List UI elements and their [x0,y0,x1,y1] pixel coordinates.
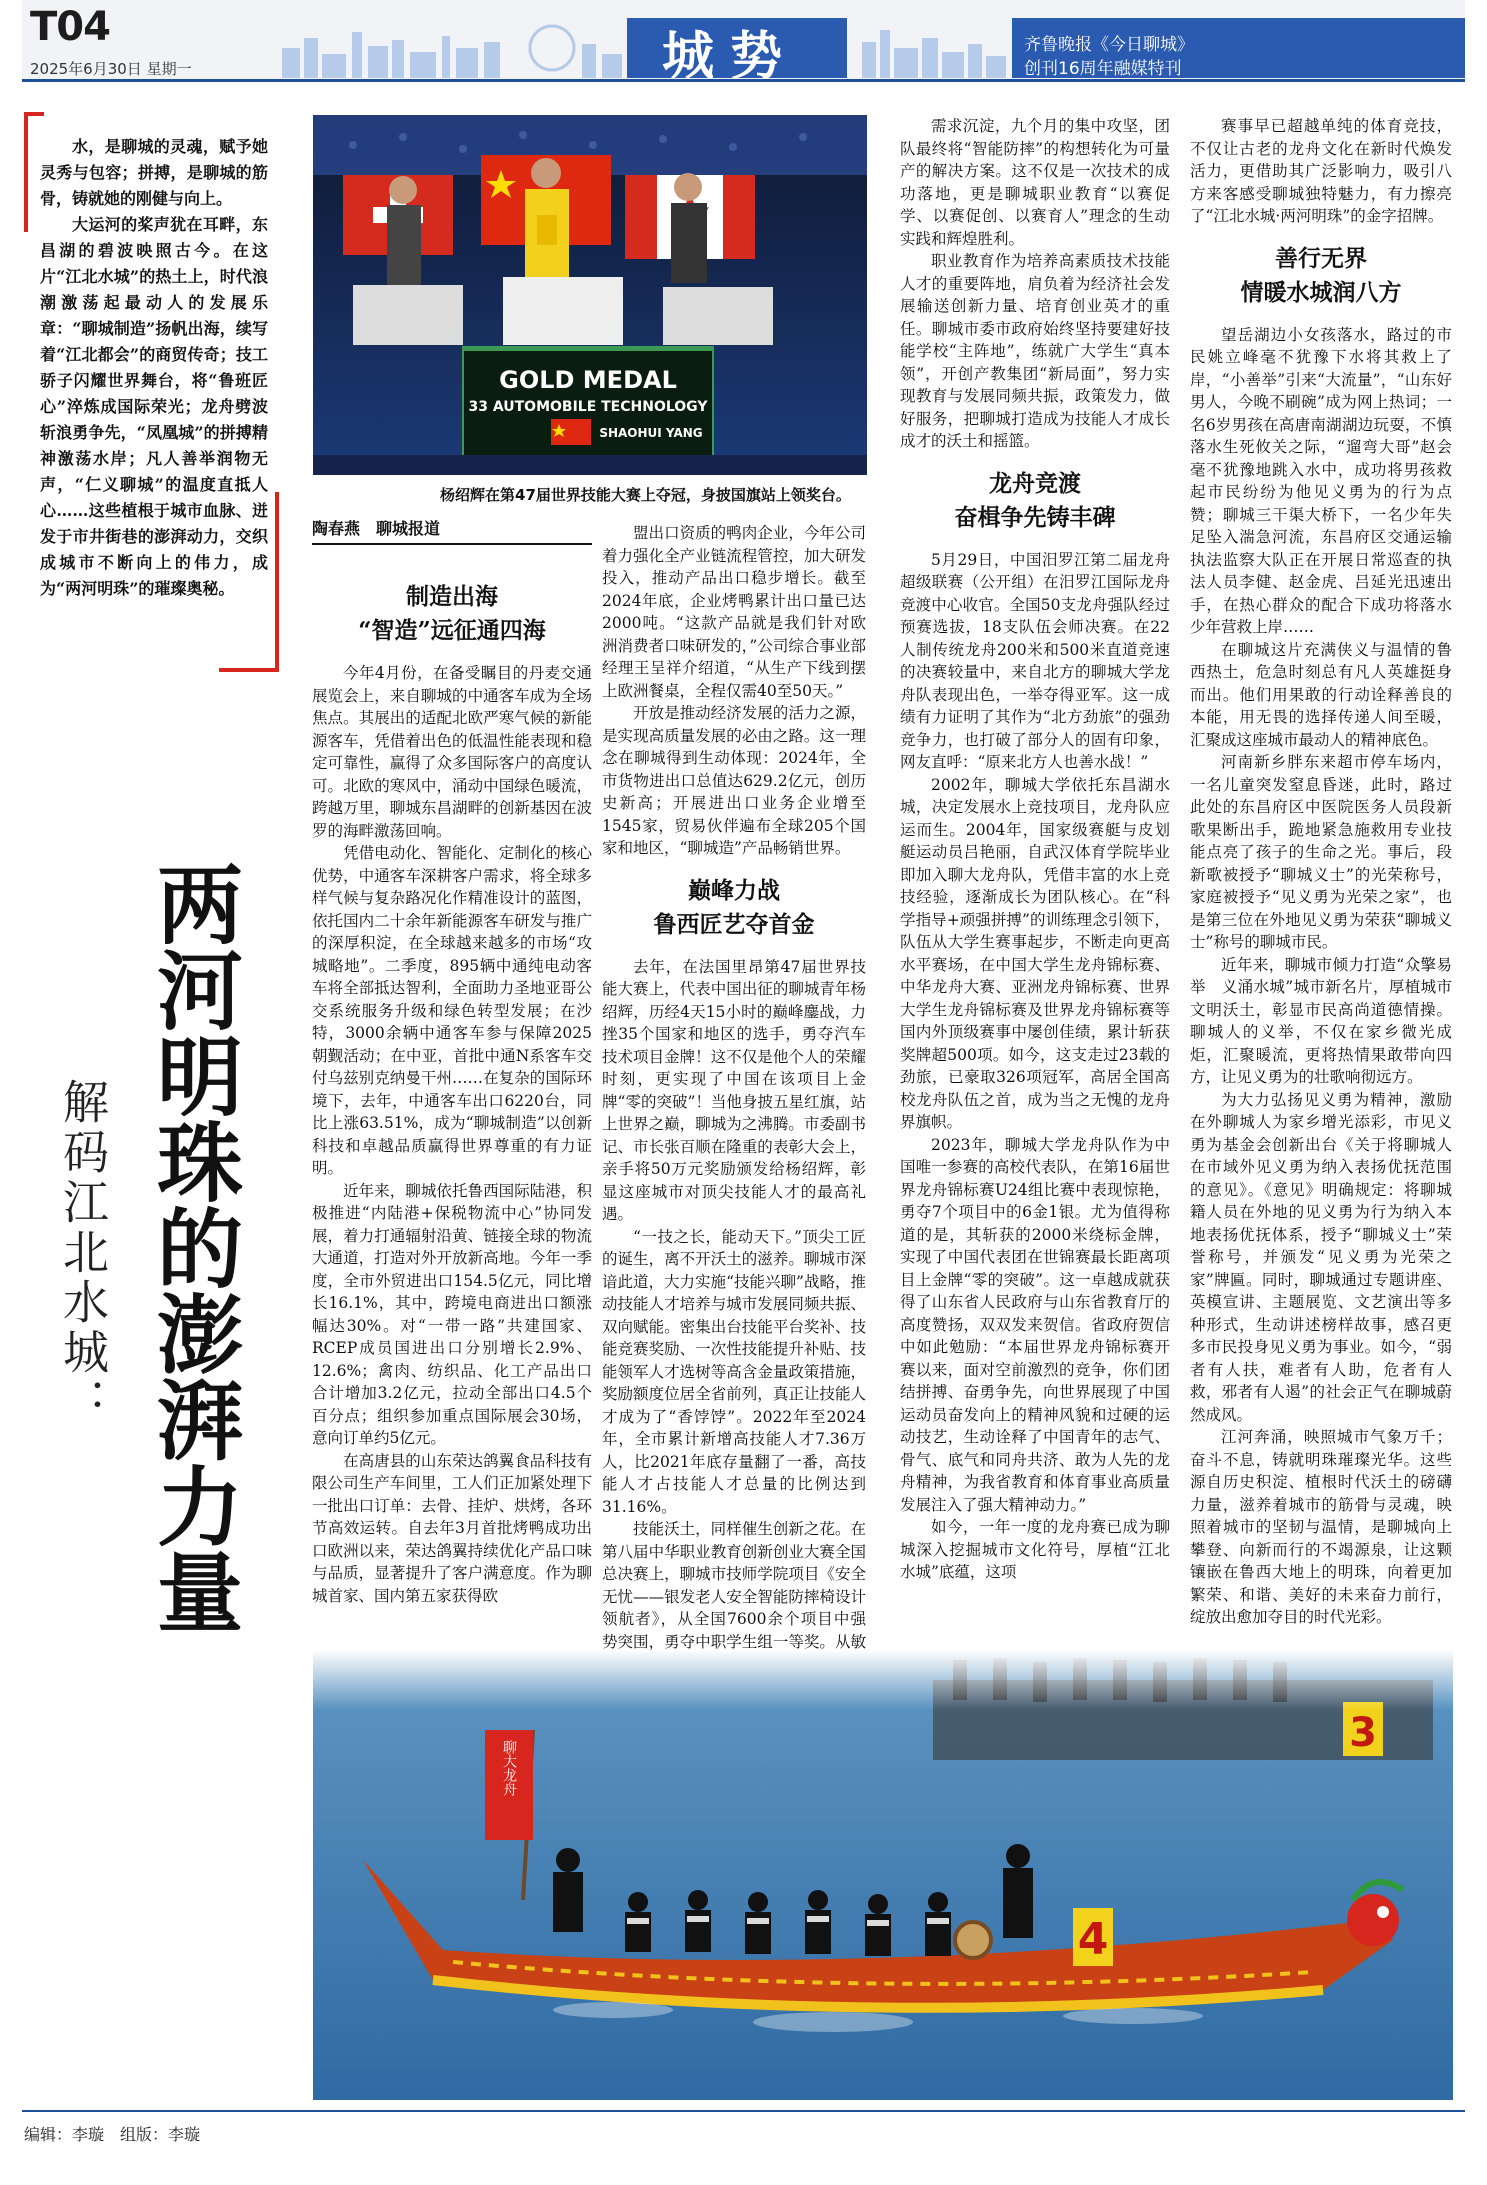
medal-text: GOLD MEDAL [499,366,677,394]
body-paragraph: 赛事早已超越单纯的体育竞技，不仅让古老的龙舟文化在新时代焕发活力，更借助其广泛影响力，吸引八方来客感受聊城独特魅力，有力擦亮了“江北水城·两河明珠”的金字招牌。 [1190,117,1452,225]
body-paragraph: 在聊城这片充满侠义与温情的鲁西热土，危急时刻总有凡人英雄挺身而出。他们用果敢的行动诠释善良的本能，用无畏的选择传递人间至暖，汇聚成这座城市最动人的精神底色。 [1190,640,1452,749]
team-flag-text: 聊大龙舟 [501,1740,517,1796]
body-paragraph: 江河奔涌，映照城市气象万千；奋斗不息，铸就明珠璀璨光华。这些源自历史积淀、植根时代沃土的磅礴力量，滋养着城市的筋骨与灵魂，映照着城市的坚韧与温情，是聊城向上攀登、向新而行的不竭源泉，让这颗镶嵌在鲁西大地上的明珠，向着更加繁荣、和谐、美好的未来奋力前行，绽放出愈加夺目的时代光彩。 [1190,1428,1452,1626]
body-paragraph: 近年来，聊城市倾力打造“众擎易举 义涌水城”城市新名片，厚植城市文明沃土，彰显市民高尚道德情操。聊城人的义举，不仅在家乡微光成炬，汇聚暖流，更将热情果敢带向四方，让见义勇为的壮歌响彻远方。 [1190,955,1452,1086]
sub-headline: 解码江北水城： [56,1078,110,1428]
body-paragraph: 2023年，聊城大学龙舟队作为中国唯一参赛的高校代表队，在第16届世界龙舟锦标赛U24组比赛中表现惊艳，勇夺7个项目中的6金1银。尤为值得称道的是，其斩获的2000米绕标金牌，实现了中国代表团在世锦赛最长距离项目上金牌“零的突破”。这一卓越成就获得了山东省人民政府与山东省教育厅的高度赞扬，双双发来贺信。省政府贺信中如此勉励：“本届世界龙舟锦标赛开赛以来，面对空前激烈的竞争，你们团结拼搏、奋勇争先，向世界展现了中国运动员奋发向上的精神风貌和过硬的运动技艺，生动诠释了中国青年的志气、骨气、底气和同舟共济、敢为人先的龙舟精神，为我省教育和体育事业高质量发展注入了强大精神动力。” [900,1135,1170,1514]
red-corner-mark [24,112,28,232]
body-paragraph: 技能沃土，同样催生创新之花。在第八届中华职业教育创新创业大赛全国总决赛上，聊城市技师学院项目《安全无忧——银发老人安全智能防摔椅设计领航者》，从全国7600余个项目中强势突围，勇夺中职学生组一等奖。从敏 [602,1520,866,1651]
body-paragraph: “一技之长，能动天下。”顶尖工匠的诞生，离不开沃土的滋养。聊城市深谙此道，大力实施“技能兴聊”战略，推动技能人才培养与城市发展同频共振、双向赋能。密集出台技能平台奖补、技能竞赛奖励、一次性技能提升补贴、技能领军人才选树等高含金量政策措施，奖励额度位居全省前列，真正让技能人才成为了“香饽饽”。2022年至2024年，全市累计新增高技能人才7.36万人，比2021年底存量翻了一番，高技能人才占技能人才总量的比例达到31.16%。 [602,1227,866,1516]
body-paragraph: 职业教育作为培养高素质技术技能人才的重要阵地，肩负着为经济社会发展输送创新力量、培育创业英才的重任。聊城市委市政府始终坚持要建好技能学校“主阵地”，练就广大学生“真本领”，开创产教集团“新局面”，努力实现教育与发展同频共振，政策发力，做好服务，把聊城打造成为技能人才成长成才的沃土和摇篮。 [900,252,1170,450]
column-kindness [1190,115,1452,1629]
body-paragraph: 近年来，聊城依托鲁西国际陆港，积极推进“内陆港+保税物流中心”协同发展，着力打通辐射沿黄、链接全球的物流大通道，打造对外开放新高地。今年一季度，全市外贸进出口154.5亿元，同比增长16.1%，其中，跨境电商进出口额涨幅达30%。对“一带一路”共建国家、RCEP成员国进出口分别增长2.9%、12.6%；禽肉、纺织品、化工产品出口合计增加3.2亿元，拉动全部出口4.5个百分点；组织参加重点国际展会30场，意向订单约5亿元。 [312,1181,592,1447]
red-corner-mark [275,492,279,672]
red-corner-mark [219,668,279,672]
byline: 陶春燕 聊城报道 [312,516,592,545]
column-skills [602,522,866,1676]
intro-paragraph: 大运河的桨声犹在耳畔，东昌湖的碧波映照古今。在这片“江北水城”的热土上，时代浪潮激荡起最动人的发展乐章：“聊城制造”扬帆出海，续写着“江北都会”的商贸传奇；技工骄子闪耀世界舞台，将“鲁班匠心”淬炼成国际荣光；龙舟劈波斩浪勇争先，“凤凰城”的拼搏精神激荡水岸；凡人善举润物无声，“仁义聊城”的温度直抵人心……这些植根于城市血脉、迸发于市井街巷的澎湃动力，交织成城市不断向上的伟力，成为“两河明珠”的璀璨奥秘。 [40,215,268,598]
dragon-boat-photo [313,1650,1453,2100]
body-paragraph: 凭借电动化、智能化、定制化的核心优势，中通客车深耕客户需求，将全球多样气候与复杂路况化作精准设计的蓝图，依托国内二十余年新能源客车研发与推广的深厚积淀，在全球越来越多的市场“攻城略地”。二季度，895辆中通纯电动客车将全部抵达智利，全面助力圣地亚哥公交系统服务升级和绿色转型发展；在沙特，3000余辆中通客车参与保障2025朝觐活动；在中亚，首批中通N系客车交付乌兹别克纳曼干州……在复杂的国际环境下，去年，中通客车出口6220台，同比上涨63.51%，成为“聊城制造”以创新科技和卓越品质赢得世界尊重的有力证明。 [312,844,592,1177]
column-manufacturing [312,580,592,1607]
special-edition-label: 创刊16周年融媒特刊 [1024,59,1182,79]
body-paragraph: 盟出口资质的鸭肉企业，今年公司着力强化全产业链流程管控，加大研发投入，推动产品出口稳步增长。截至2024年底，企业烤鸭累计出口量已达2000吨。“这款产品就是我们针对欧洲消费者口味研发的，”公司综合事业部经理王呈祥介绍道，“从生产下线到摆上欧洲餐桌，全程仅需40至50天。” [602,524,866,700]
page-number: T04 [30,4,110,50]
red-corner-mark [24,112,44,116]
section-subheading: 奋楫争先铸丰碑 [954,503,1116,531]
footer-credits: 编辑：李璇 组版：李璇 [24,2125,201,2144]
section-subheading: 情暖水城润八方 [1240,278,1402,306]
body-paragraph: 需求沉淀，九个月的集中攻坚，团队最终将“智能防摔”的构想转化为可量产的解决方案。这不仅是一次技术的成功落地，更是聊城职业教育“以赛促学、以赛促创、以赛育人”理念的生动实践和辉煌胜利。 [900,117,1170,248]
section-heading: 制造出海 [406,583,498,610]
dragon-boat-illustration [313,1650,1453,2100]
masthead [22,0,1465,82]
footer-rule [22,2110,1465,2112]
section-heading: 巅峰力战 [688,876,780,904]
athlete-name-text: SHAOHUI YANG [599,426,703,440]
body-paragraph: 开放是推动经济发展的活力之源，是实现高质量发展的必由之路。这一理念在聊城得到生动体现：2024年，全市货物进出口总值达629.2亿元，创历史新高；开展进出口业务企业增至1545家，贸易伙伴遍布全球205个国家和地区，“聊城造”产品畅销世界。 [602,704,866,857]
section-title: 城势 [662,27,799,82]
section-subheading: 鲁西匠艺夺首金 [653,910,815,938]
body-paragraph: 今年4月份，在备受瞩目的丹麦交通展览会上，来自聊城的中通客车成为全场焦点。其展出的适配北欧严寒气候的新能源客车，凭借着出色的低温性能表现和稳定可靠性，赢得了众多国际客户的高度认可。北欧的寒风中，涌动中国绿色暖流，跨越万里，聊城东昌湖畔的创新基因在波罗的海畔激荡回响。 [312,664,592,840]
podium-photo [313,115,867,475]
podium-illustration [313,115,867,475]
intro-box [24,112,279,672]
event-text: 33 AUTOMOBILE TECHNOLOGY [468,399,708,415]
main-headline: 两河明珠的澎湃力量 [142,860,243,1634]
intro-text [40,134,268,602]
body-paragraph: 为大力弘扬见义勇为精神，激励在外聊城人为家乡增光添彩，市见义勇为基金会创新出台《关于将聊城人在市域外见义勇为纳入表扬优抚范围的意见》。《意见》明确规定：将聊城籍人员在外地的见义勇为行为纳入本地表扬优抚体系，授予“聊城义士”荣誉称号，并颁发“见义勇为光荣之家”牌匾。同时，聊城通过专题讲座、英模宣讲、主题展览、文艺演出等多种形式，生动讲述榜样故事，感召更多市民投身见义勇为事业。如今，“弱者有人扶，难者有人助，危者有人救，邪者有人遏”的社会正气在聊城蔚然成风。 [1190,1090,1452,1424]
body-paragraph: 河南新乡胖东来超市停车场内，一名儿童突发窒息昏迷，此时，路过此处的东昌府区中医院医务人员段新歌果断出手，跪地紧急施救用专业技能点亮了孩子的生命之光。事后，段新歌被授予“聊城义士”的光荣称号，家庭被授予“见义勇为光荣之家”，也是第三位在外地见义勇为荣获“聊城义士”称号的聊城市民。 [1190,753,1452,951]
section-subheading: “智造”远征通四海 [358,617,546,644]
column-dragon-boat [900,115,1170,1584]
photo-caption: 杨绍辉在第47届世界技能大赛上夺冠，身披国旗站上领奖台。 [440,486,851,504]
intro-paragraph: 水，是聊城的灵魂，赋予她灵秀与包容；拼搏，是聊城的筋骨，铸就她的刚健与向上。 [40,137,268,208]
body-paragraph: 望岳湖边小女孩落水，路过的市民姚立峰毫不犹豫下水将其救上了岸，“小善举”引来“大流量”，“山东好男人，今晚不刷碗”成为网上热词；一名6岁男孩在高唐南湖湖边玩耍，不慎落水生死攸关之际，“遛弯大哥”赵会毫不犹豫地跳入水中，成功将男孩救起市民纷纷为他见义勇为的行为点赞；聊城三干渠大桥下，一名少年失足坠入湍急河流，东昌府区交通运输执法监察大队正在开展日常巡查的执法人员李健、赵金虎、吕延光迅速出手，在热心群众的配合下成功将落水少年营救上岸…… [1190,325,1452,636]
section-heading: 善行无界 [1275,244,1367,272]
body-paragraph: 5月29日，中国汨罗江第二届龙舟超级联赛（公开组）在汨罗江国际龙舟竞渡中心收官。全国50支龙舟强队经过预赛选拔，18支队伍会师决赛。在22人制传统龙舟200米和500米直道竞速的决赛较量中，来自北方的聊城大学龙舟队表现出色，一举夺得亚军。这一成绩有力证明了其作为“北方劲旅”的强劲竞争力，也打破了部分人的固有印象，网友直呼：“原来北方人也善水战！” [900,550,1170,771]
body-paragraph: 去年，在法国里昂第47届世界技能大赛上，代表中国出征的聊城青年杨绍辉，历经4天15小时的巅峰鏖战，力挫35个国家和地区的选手，勇夺汽车技术项目金牌！这不仅是他个人的荣耀时刻，更实现了中国在该项目上金牌“零的突破”！当他身披五星红旗，站上世界之巅，聊城为之沸腾。市委副书记、市长张百顺在隆重的表彰大会上，亲手将50万元奖励颁发给杨绍辉，彰显这座城市对顶尖技能人才的最高礼遇。 [602,957,866,1223]
body-paragraph: 2002年，聊城大学依托东昌湖水城，决定发展水上竞技项目，龙舟队应运而生。2004年，国家级赛艇与皮划艇运动员吕艳丽，自武汉体育学院毕业即加入聊大龙舟队，凭借丰富的水上竞技经验，逐渐成长为团队核心。在“科学指导+顽强拼搏”的训练理念引领下，队伍从大学生赛事起步，不断走向更高水平赛场，在中国大学生龙舟锦标赛、中华龙舟大赛、亚洲龙舟锦标赛、世界大学生龙舟锦标赛及世界龙舟锦标赛等国内外顶级赛事中屡创佳绩，累计斩获奖牌超500项。如今，这支走过23载的劲旅，已豪取326项冠军，高居全国高校龙舟队伍之首，成为当之无愧的龙舟界旗帜。 [900,775,1170,1131]
section-heading: 龙舟竞渡 [989,469,1081,497]
back-boat-number: 3 [1349,1710,1377,1756]
issue-date: 2025年6月30日 星期一 [30,60,192,78]
body-paragraph: 如今，一年一度的龙舟赛已成为聊城深入挖掘城市文化符号，厚植“江北水城”底蕴，这项 [900,1518,1170,1581]
body-paragraph: 在高唐县的山东荣达鸽翼食品科技有限公司生产车间里，工人们正加紧处理下一批出口订单：去骨、挂炉、烘烤，各环节高效运转。自去年3月首批烤鸭成功出口欧洲以来，荣达鸽翼持续优化产品口味与品质，显著提升了客户满意度。作为聊城首家、国内第五家获得欧 [312,1451,592,1605]
paper-name: 齐鲁晚报《今日聊城》 [1024,35,1194,55]
boat-number: 4 [1077,1914,1109,1965]
